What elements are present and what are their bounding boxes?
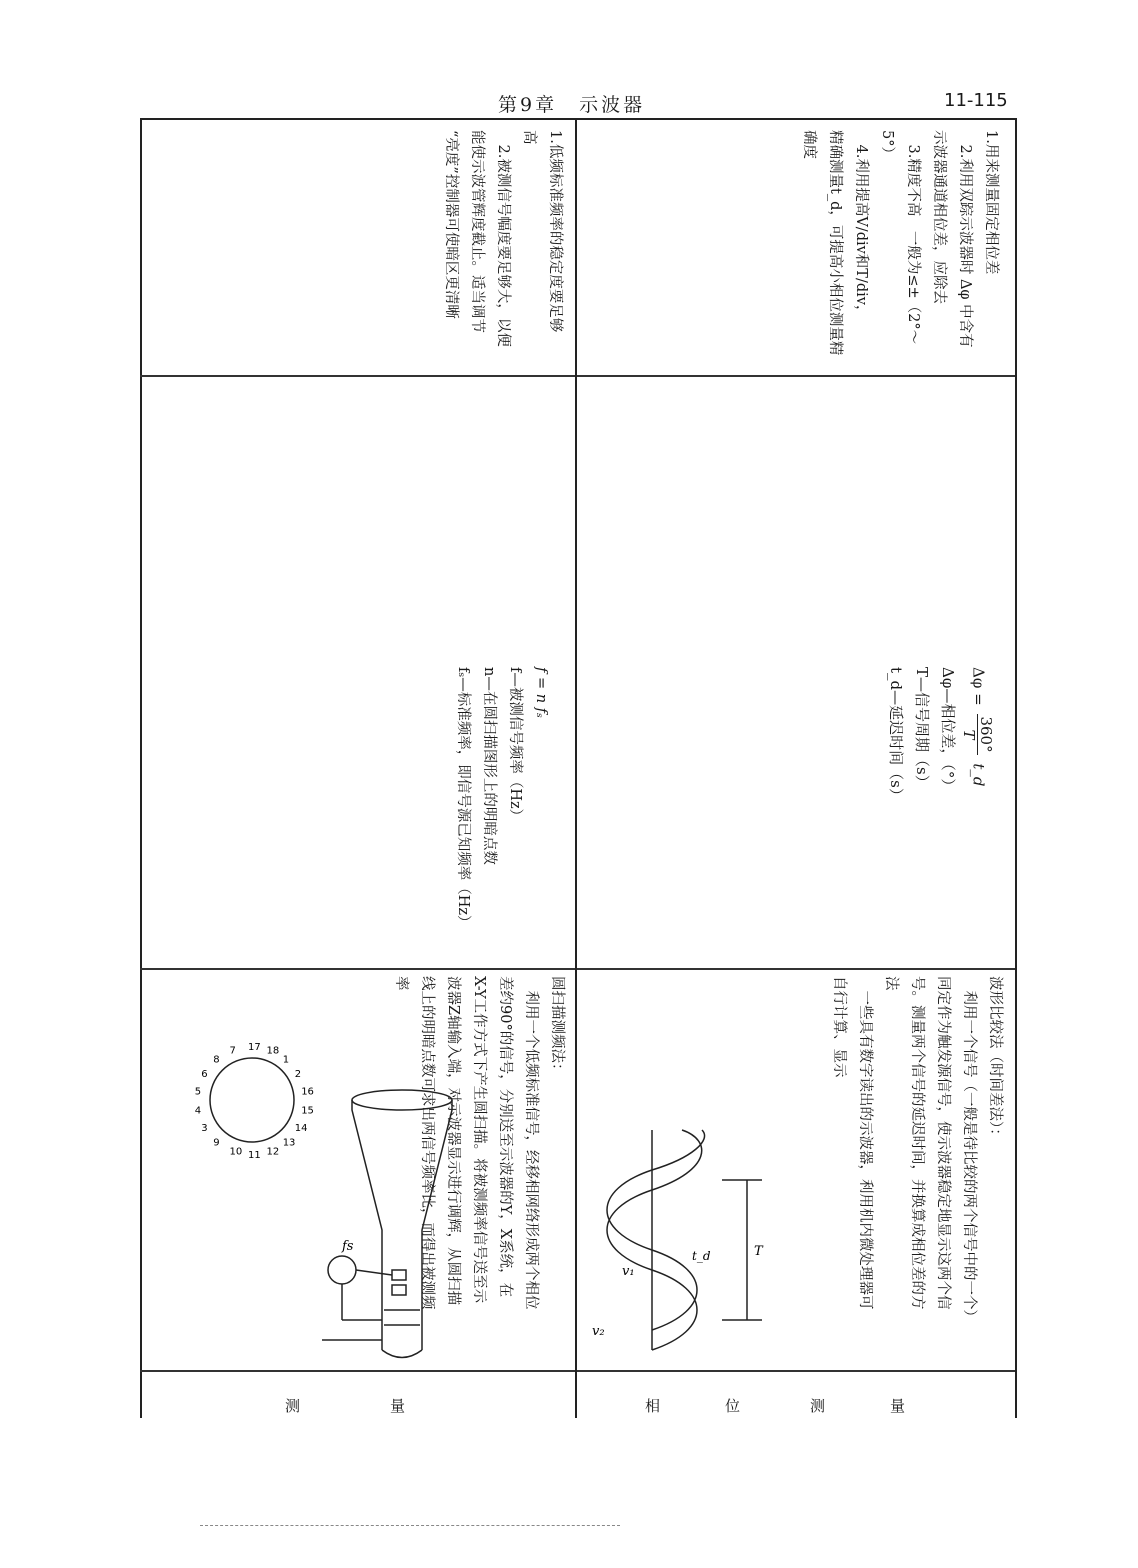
freq-note-line: 1.低频标准频率的稳定度要足够 (547, 130, 563, 333)
freq-method-line: 利用一个低频标准信号，经移相网络形成两个相位 (523, 976, 539, 1310)
phase-note-line: 确度 (801, 130, 817, 159)
freq-method-line: 圆扫描测频法： (549, 976, 565, 1078)
freq-note-line: 2.被测信号幅度要足够大，以便 (495, 130, 511, 347)
phase-method-line: 波形比较法（时间差法）： (987, 976, 1003, 1143)
phase-formula (577, 667, 1014, 962)
dot-number-label: 2 (294, 1069, 302, 1080)
v1-label: v₁ (622, 1264, 635, 1279)
dot-number-label: 10 (229, 1146, 243, 1158)
phase-note-line: 示波器通道相位差，应除去 (931, 130, 947, 304)
phase-eq-lhs: Δφ = (969, 667, 988, 706)
dot-number-label: 6 (201, 1069, 208, 1080)
freq-equation: f = n fₛ (533, 667, 549, 718)
cell-divider (140, 1370, 575, 1372)
phase-def-line: Δφ—相位差，（°） (939, 667, 957, 794)
dot-number-label: 11 (248, 1150, 261, 1161)
phase-eq-denominator: T (960, 729, 978, 740)
phase-notes (577, 130, 1014, 374)
chapter-title: 第9章 示波器 (498, 94, 646, 116)
freq-def-line: fₛ—标准频率，即信号源已知频率（Hz） (455, 667, 471, 930)
phase-note-line: 精确测量t_d，可提高小相位测量精 (827, 130, 843, 356)
freq-formula (142, 667, 574, 962)
phase-method-line: 法 (883, 976, 899, 991)
dot-number-label: 9 (213, 1137, 220, 1149)
source-label: fs (342, 1239, 354, 1254)
dot-number-label: 12 (266, 1146, 280, 1158)
freq-def-line: n—在圆扫描图形上的明暗点数 (481, 667, 497, 865)
phase-note-line: 1.用来测量固定相位差 (983, 130, 999, 275)
page-header (0, 86, 1138, 116)
phase-row-label-1: 相 (645, 1397, 661, 1415)
freq-def-line: f—被测信号频率（Hz） (507, 667, 523, 824)
dot-number-label: 5 (194, 1086, 202, 1098)
phase-method-line: 一些具有数字读出的示波器，利用机内微处理器可 (857, 976, 873, 1310)
page-number: 11-115 (944, 90, 1008, 111)
dot-number-label: 13 (282, 1137, 296, 1149)
dot-number-label: 1 (282, 1054, 290, 1066)
phase-method-line: 号。测量两个信号的延迟时间，并换算成相位差的方 (909, 976, 925, 1310)
phase-note-line: 4.利用提高V/div和T/div， (853, 130, 869, 320)
circle-scan-pattern (182, 1030, 322, 1170)
dot-number-label: 18 (266, 1045, 280, 1057)
waveform-diagram (577, 1120, 802, 1360)
phase-method-line: 利用一个信号（一般是待比较的两个信号中的一个） (961, 976, 977, 1324)
phase-method-line: 自行计算、显示 (831, 976, 847, 1078)
freq-method-line: 差约90°的信号，分别送至示波器的Y，X系统，在 (497, 976, 513, 1298)
freq-notes-cell (142, 122, 574, 374)
dot-number-label: 17 (248, 1042, 261, 1053)
dot-number-label: 8 (213, 1054, 220, 1066)
freq-method-line: 波器Z轴输入端，对示波器显示进行调辉，从圆扫描 (445, 976, 461, 1306)
phase-eq-numerator: 360° (977, 716, 995, 753)
scan-artifact (200, 1525, 620, 1528)
v2-label: v₂ (592, 1324, 605, 1339)
phase-note-line: 5°） (879, 130, 895, 161)
phase-formula-cell (577, 377, 1014, 967)
freq-formula-cell (142, 377, 574, 967)
dot-number-label: 16 (301, 1086, 314, 1098)
dot-number-label: 7 (229, 1045, 236, 1057)
freq-note-line: 高 (521, 130, 537, 145)
freq-method-line: 线上的明暗点数可求出两信号频率比，而得出被测频 (419, 976, 435, 1310)
freq-note-line: “亮度”控制器可使暗区更清晰 (443, 130, 459, 319)
freq-notes (142, 130, 574, 374)
period-label: T (754, 1244, 763, 1259)
dot-number-label: 14 (294, 1123, 308, 1134)
phase-eq-fraction (961, 714, 994, 754)
freq-row-label-1: 测 (285, 1397, 301, 1415)
phase-method-line: 同定作为触发源信号，使示波器稳定地显示这两个信 (935, 976, 951, 1310)
freq-method-line: X-Y工作方式下产生圆扫描。将被测频率信号送至示 (471, 976, 487, 1304)
freq-note-line: 能使示波管辉度截止。适当调节 (469, 130, 485, 333)
freq-row-label-2: 量 (390, 1397, 406, 1415)
phase-method-cell (577, 970, 1014, 1369)
dot-number-label: 4 (194, 1105, 202, 1117)
phase-eq-rhs: t_d (969, 763, 988, 787)
freq-method-line: 率 (393, 976, 409, 991)
dot-number-label: 15 (301, 1105, 314, 1117)
phase-row-label-2: 位 (725, 1397, 741, 1415)
phase-row-label-3: 测 (810, 1397, 826, 1415)
phase-note-line: 3.精度不高 一般为≤±（2°～ (905, 130, 921, 345)
phase-note-line: 2.利用双踪示波器时 Δφ 中含有 (957, 130, 973, 348)
phase-def-line: t_d—延迟时间（s） (887, 667, 905, 803)
phase-def-line: T—信号周期（s） (913, 667, 931, 790)
phase-row-label-4: 量 (890, 1397, 906, 1415)
crt-diagram (322, 980, 482, 1360)
method-table (140, 120, 1017, 1418)
phase-equation (961, 667, 994, 962)
phase-notes-cell (577, 122, 1014, 374)
table-border-right (1015, 120, 1017, 1418)
td-label: t_d (692, 1249, 711, 1263)
freq-method-cell (142, 970, 574, 1369)
dot-number-label: 3 (201, 1123, 208, 1134)
cell-divider (577, 1370, 1015, 1372)
